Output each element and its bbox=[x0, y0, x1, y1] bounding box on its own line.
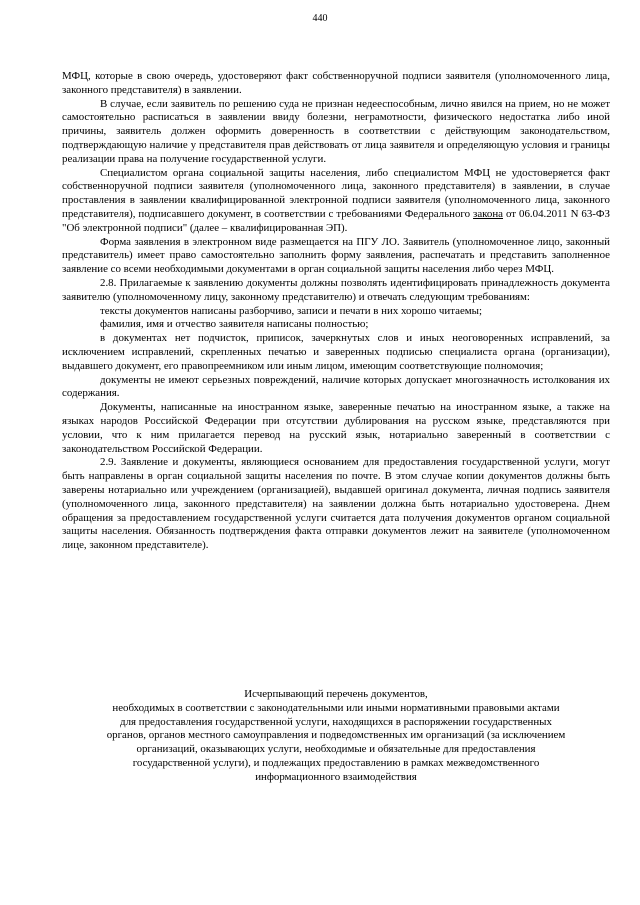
heading-line: организаций, оказывающих услуги, необходимые и обязательные для предоставления bbox=[136, 743, 536, 756]
document-body bbox=[62, 70, 610, 553]
paragraph-specialist-signature bbox=[62, 167, 610, 236]
federal-law-link[interactable]: закона bbox=[473, 207, 504, 220]
specialist-text-after: от 06.04.2011 N 63-ФЗ "Об электронной подписи" (далее – квалифицированная ЭП). bbox=[62, 207, 610, 234]
section-heading bbox=[62, 688, 610, 785]
heading-line: информационного взаимодействия bbox=[255, 770, 417, 783]
paragraph-foreign-language: Документы, написанные на иностранном языке, заверенные печатью на иностранном языке, а также на языках народов Российской Федерации при отсутствии дублирования на русском языке, представляются при условии, что к ним прилагается перевод на русский язык, нотариально заверенный в соответствии с законодательством Российской Федерации. bbox=[62, 401, 610, 455]
paragraph-electronic-form: Форма заявления в электронном виде размещается на ПГУ ЛО. Заявитель (уполномоченное лицо, законный представитель) имеет право самостоятельно заполнить форму заявления, распечатать и представить заполненное заявление со всеми необходимыми документами в орган социальной защиты населения либо через МФЦ. bbox=[62, 235, 610, 276]
requirement-no-corrections: в документах нет подчисток, приписок, зачеркнутых слов и иных неоговоренных исправлений, за исключением исправлений, скрепленных печатью и заверенных подписью специалиста органа (организации), выдавшего документ, его правопреемником или иным лицом, имеющим соответствующие полномочия; bbox=[62, 332, 610, 372]
requirement-no-damage: документы не имеют серьезных повреждений, наличие которых допускает многозначность истолкования их содержания. bbox=[62, 373, 610, 400]
paragraph-2-8: 2.8. Прилагаемые к заявлению документы должны позволять идентифицировать принадлежность документа заявителю (уполномоченному лицу, законному представителю) и отвечать следующим требованиям: bbox=[62, 276, 610, 303]
paragraph-mfc-continuation: МФЦ, которые в свою очередь, удостоверяют факт собственноручной подписи заявителя (уполномоченного лица, законного представителя) в заявлении. bbox=[62, 70, 610, 96]
heading-line: государственной услуги), и подлежащих предоставлению в рамках межведомственного bbox=[132, 756, 540, 769]
paragraph-incapacity: В случае, если заявитель по решению суда не признан недееспособным, лично явился на прием, но не может самостоятельно расписаться в заявлении ввиду болезни, неграмотности, физического недостатка либо иной причины, заявитель должен оформить доверенность в соответствии с действующим законодательством, подтверждающую наличие у представителя прав действовать от лица заявителя и определяющую условия и границы реализации права на получение государственной услуги. bbox=[62, 97, 610, 165]
heading-line: Исчерпывающий перечень документов, bbox=[244, 688, 428, 700]
heading-line: необходимых в соответствии с законодательными или иными нормативными правовыми актами bbox=[112, 701, 560, 714]
requirement-full-name: фамилия, имя и отчество заявителя написаны полностью; bbox=[100, 318, 369, 331]
paragraph-2-9: 2.9. Заявление и документы, являющиеся основанием для предоставления государственной услуги, могут быть направлены в орган социальной защиты населения по почте. В этом случае копии документов должны быть заверены нотариально или учреждением (организацией), выдавшей оригинал документа, личная подпись заявителя (уполномоченного лица, законного представителя) на заявлении должна быть нотариально удостоверена. Днем обращения за предоставлением государственной услуги считается дата получения документов органом социальной защиты населения. Обязанность подтверждения факта отправки документов лежит на заявителе (уполномоченном лице, законном представителе). bbox=[62, 456, 610, 552]
page-number: 440 bbox=[312, 13, 328, 24]
heading-line: для предоставления государственной услуги, находящихся в распоряжении государственных bbox=[120, 715, 552, 728]
requirement-legible: тексты документов написаны разборчиво, записи и печати в них хорошо читаемы; bbox=[100, 304, 483, 317]
heading-line: органов, органов местного самоуправления и подведомственных им организаций (за исключением bbox=[106, 729, 566, 742]
specialist-text-before: Специалистом органа социальной защиты населения, либо специалистом МФЦ не удостоверяется факт собственноручной подписи заявителя (уполномоченного лица, законного представителя) в заявлении, в случае проставления в заявлении квалифицированной электронной подписи заявителя (уполномоченного лица, законного представителя), подписавшего документ, в соответствии с требованиями Федерального bbox=[62, 166, 610, 220]
